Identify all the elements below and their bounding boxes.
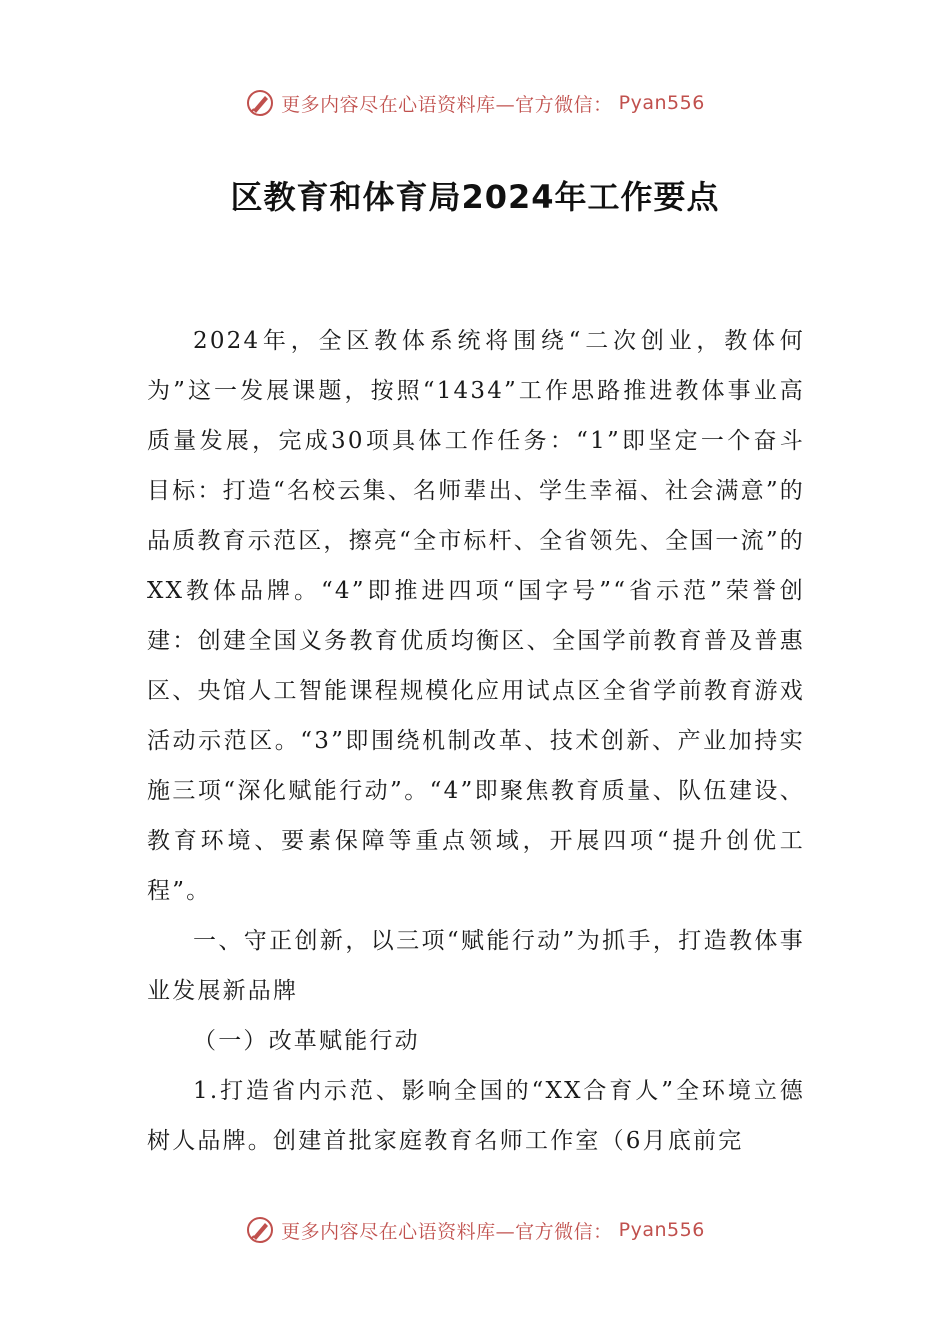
heading-subsection-1: （一）改革赋能行动: [193, 1028, 420, 1054]
document-title: 区教育和体育局2024年工作要点: [230, 178, 720, 216]
document-body: [147, 316, 805, 1166]
pen-seal-icon: [245, 88, 275, 118]
paragraph-intro: 2024年，全区教体系统将围绕“二次创业，教体何为”这一发展课题，按照“1434”工作思路推进教体事业高质量发展，完成30项具体工作任务：“1”即坚定一个奋斗目标：打造“名校云集、名师辈出、学生幸福、社会满意”的品质教育示范区，擦亮“全市标杆、全省领先、全国一流”的XX教体品牌。“4”即推进四项“国字号”“省示范”荣誉创建：创建全国义务教育优质均衡区、全国学前教育普及普惠区、央馆人工智能课程规模化应用试点区全省学前教育游戏活动示范区。“3”即围绕机制改革、技术创新、产业加持实施三项“深化赋能行动”。“4”即聚焦教育质量、队伍建设、教育环境、要素保障等重点领域，开展四项“提升创优工程”。: [147, 328, 805, 904]
watermark-wechat-id: Pyan556: [618, 92, 705, 114]
pen-seal-icon: [245, 1215, 275, 1245]
watermark-header: [0, 88, 950, 118]
watermark-wechat-id: Pyan556: [618, 1219, 705, 1241]
watermark-footer: [0, 1215, 950, 1245]
watermark-text: 更多内容尽在心语资料库—官方微信：: [281, 93, 613, 116]
paragraph-item-1: 1.打造省内示范、影响全国的“XX合育人”全环境立德树人品牌。创建首批家庭教育名师工作室（6月底前完: [147, 1078, 805, 1154]
watermark-text: 更多内容尽在心语资料库—官方微信：: [281, 1220, 613, 1243]
heading-section-1: 一、守正创新，以三项“赋能行动”为抓手，打造教体事业发展新品牌: [147, 928, 805, 1004]
